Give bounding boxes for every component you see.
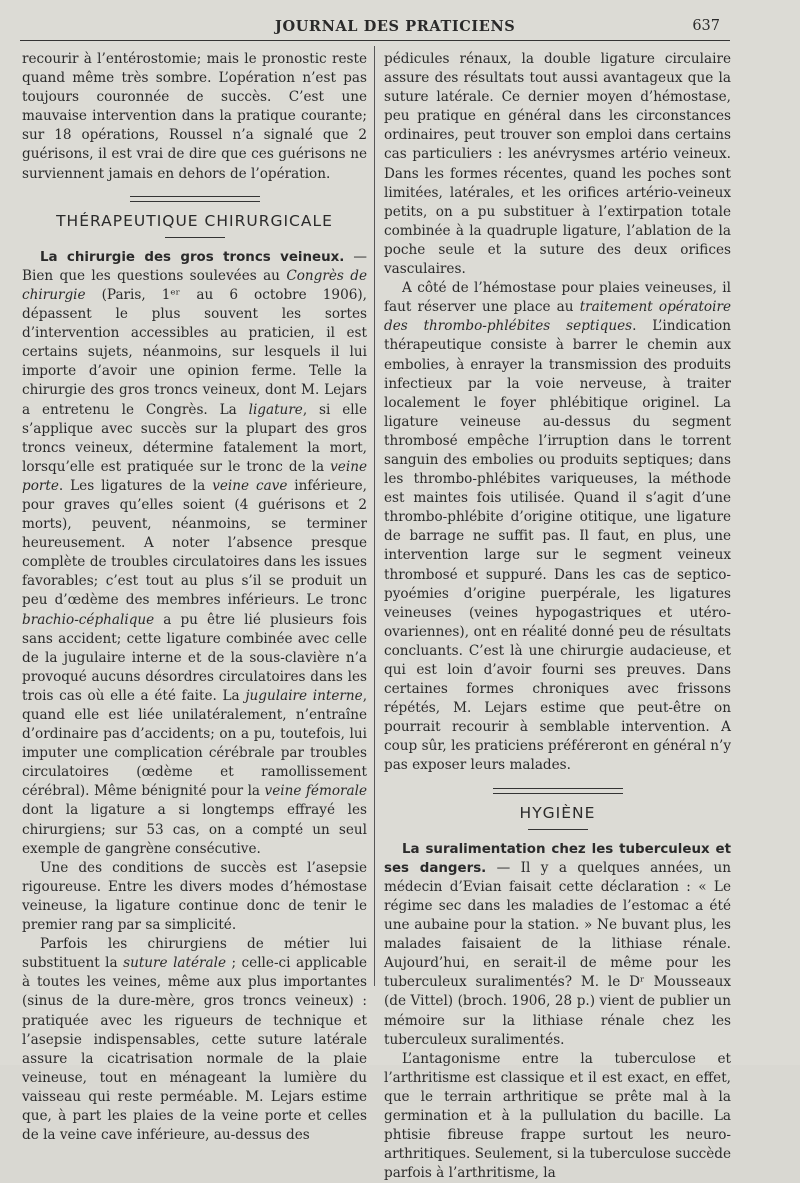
paragraph: Une des conditions de succès est l’asepsie rigoureuse. Entre les divers modes d’hémostase veineuse, la ligature continue donc de tenir le premier rang par sa simplicité. — [22, 859, 367, 934]
paragraph: A côté de l’hémostase pour plaies veineuses, il faut réserver une place au traitement opératoire des thrombo-phlébites septiques. L’indication thérapeutique consiste à barrer le chemin aux embolies, à enrayer la transmission des produits infectieux par la voie nerveuse, à traiter localement le foyer phlébitique originel. La ligature veineuse au-dessus du segment thrombosé empêche l’irruption dans le torrent sanguin des embolies ou produits septiques; dans les thrombo-phlébites variqueuses, la méthode est maintes fois utilisée. Quand il s’agit d’une thrombo-phlébite d’origine otitique, une ligature de barrage ne suffit pas. Il faut, en plus, une intervention large sur le segment veineux thrombosé et suppuré. Dans les cas de septico-pyoémies d’origine puerpérale, les ligatures veineuses (veines hypogastriques et utéro-ovariennes), ont en réalité donné peu de résultats concluants. C’est là une chirurgie audacieuse, et qui est loin d’avoir fourni ses preuves. Dans certaines formes chroniques avec frissons répétés, M. Lejars estime que peut-être on pourrait recourir à semblable intervention. A coup sûr, les praticiens préféreront en général n’y pas exposer leurs malades. — [384, 280, 731, 774]
paragraph: La suralimentation chez les tuberculeux et ses dangers. — Il y a quelques années, un médecin d’Evian faisait cette déclaration : « Le régime sec dans les maladies de l’estomac a été une aubaine pour la station. » Ne buvant plus, les malades faisaient de la lithiase rénale. Aujourd’hui, en serait-il de même pour les tuberculeux suralimentés? M. le Dʳ Mousseaux (de Vittel) (broch. 1906, 28 p.) vient de publier un mémoire sur la lithiase rénale chez les tuberculeux suralimentés. — [384, 841, 731, 1048]
article-title: La chirurgie des gros troncs veineux. — [40, 249, 345, 265]
left-column — [22, 50, 367, 1145]
paragraph: La chirurgie des gros troncs veineux. — Bien que les questions soulevées au Congrès de chirurgie (Paris, 1ᵉʳ au 6 octobre 1906), dépassent le plus souvent les sortes d’intervention accessibles au praticien, il est certains sujets, néanmoins, sur lesquels il lui importe d’avoir une opinion ferme. Telle la chirurgie des gros troncs veineux, dont M. Lejars a entretenu le Congrès. La ligature, si elle s’applique avec succès sur la plupart des gros troncs veineux, détermine fatalement la mort, lorsqu’elle est pratiquée sur le tronc de la veine porte. Les ligatures de la veine cave inférieure, pour graves qu’elles soient (4 guérisons et 2 morts), peuvent, néanmoins, se terminer heureusement. A noter l’absence presque complète de troubles circulatoires dans les issues favorables; c’est tout au plus s’il se produit un peu d’œdème des membres inférieurs. Le tronc brachio-céphalique a pu être lié plusieurs fois sans accident; cette ligature combinée avec celle de la jugulaire interne et de la sous-clavière n’a provoqué aucuns désordres circulatoires dans les trois cas où elle a été faite. La jugulaire interne, quand elle est liée unilatéralement, n’entraîne d’ordinaire pas d’accidents; on a pu, toutefois, lui imputer une complication cérébrale par troubles circulatoires (œdème et ramollissement cérébral). Même bénignité pour la veine fémorale dont la ligature a si longtemps effrayé les chirurgiens; sur 53 cas, on a compté un seul exemple de gangrène consécutive. — [22, 248, 368, 857]
paragraph: recourir à l’entérostomie; mais le pronostic reste quand même très sombre. L’opération n’est pas toujours couronnée de succès. C’est une mauvaise intervention dans la pratique courante; sur 18 opérations, Roussel n’a signalé que 2 guérisons, il est vrai de dire que ces guérisons ne surviennent jamais en dehors de l’opération. — [22, 51, 367, 182]
title-underline — [528, 829, 588, 830]
section-title: HYGIÈNE — [519, 803, 596, 822]
paragraph: pédicules rénaux, la double ligature circulaire assure des résultats tout aussi avantageux que la suture latérale. Ce dernier moyen d’hémostase, peu pratique en général dans les circonstances ordinaires, peut trouver son emploi dans certains cas particuliers : les anévrysmes artério veineux. Dans les formes récentes, quand les poches sont limitées, latérales, et les orifices artério-veineux petits, on a pu substituer à l’extirpation totale combinée à la quadruple ligature, l’ablation de la poche seule et la suture des deux orifices vasculaires. — [384, 51, 731, 278]
running-header — [20, 10, 730, 41]
section-rule — [493, 788, 623, 794]
page-number: 637 — [692, 18, 720, 34]
section-rule — [130, 196, 260, 202]
column-divider — [374, 46, 375, 986]
section-title: THÉRAPEUTIQUE CHIRURGICALE — [56, 211, 333, 230]
journal-title: JOURNAL DES PRATICIENS — [275, 18, 516, 35]
paragraph: Parfois les chirurgiens de métier lui substituent la suture latérale ; celle-ci applicable à toutes les veines, même aux plus importantes (sinus de la dure-mère, gros troncs veineux) : pratiquée avec les rigueurs de technique et l’asepsie indispensables, cette suture latérale assure la cicatrisation normale de la plaie veineuse, tout en ménageant la lumière du vaisseau qui reste perméable. M. Lejars estime que, à part les plaies de la veine porte et celles de la veine cave inférieure, au-dessus des — [22, 936, 367, 1144]
right-column — [384, 50, 731, 1183]
title-underline — [165, 237, 225, 238]
article-title: La suralimentation chez les tuberculeux et ses dangers. — [384, 841, 731, 876]
paragraph: L’antagonisme entre la tuberculose et l’arthritisme est classique et il est exact, en effet, que le terrain arthritique se prête mal à la germination et à la pullulation du bacille. La phtisie fibreuse frappe surtout les neuro-arthritiques. Seulement, si la tuberculose succède parfois à l’arthritisme, la — [384, 1050, 731, 1182]
